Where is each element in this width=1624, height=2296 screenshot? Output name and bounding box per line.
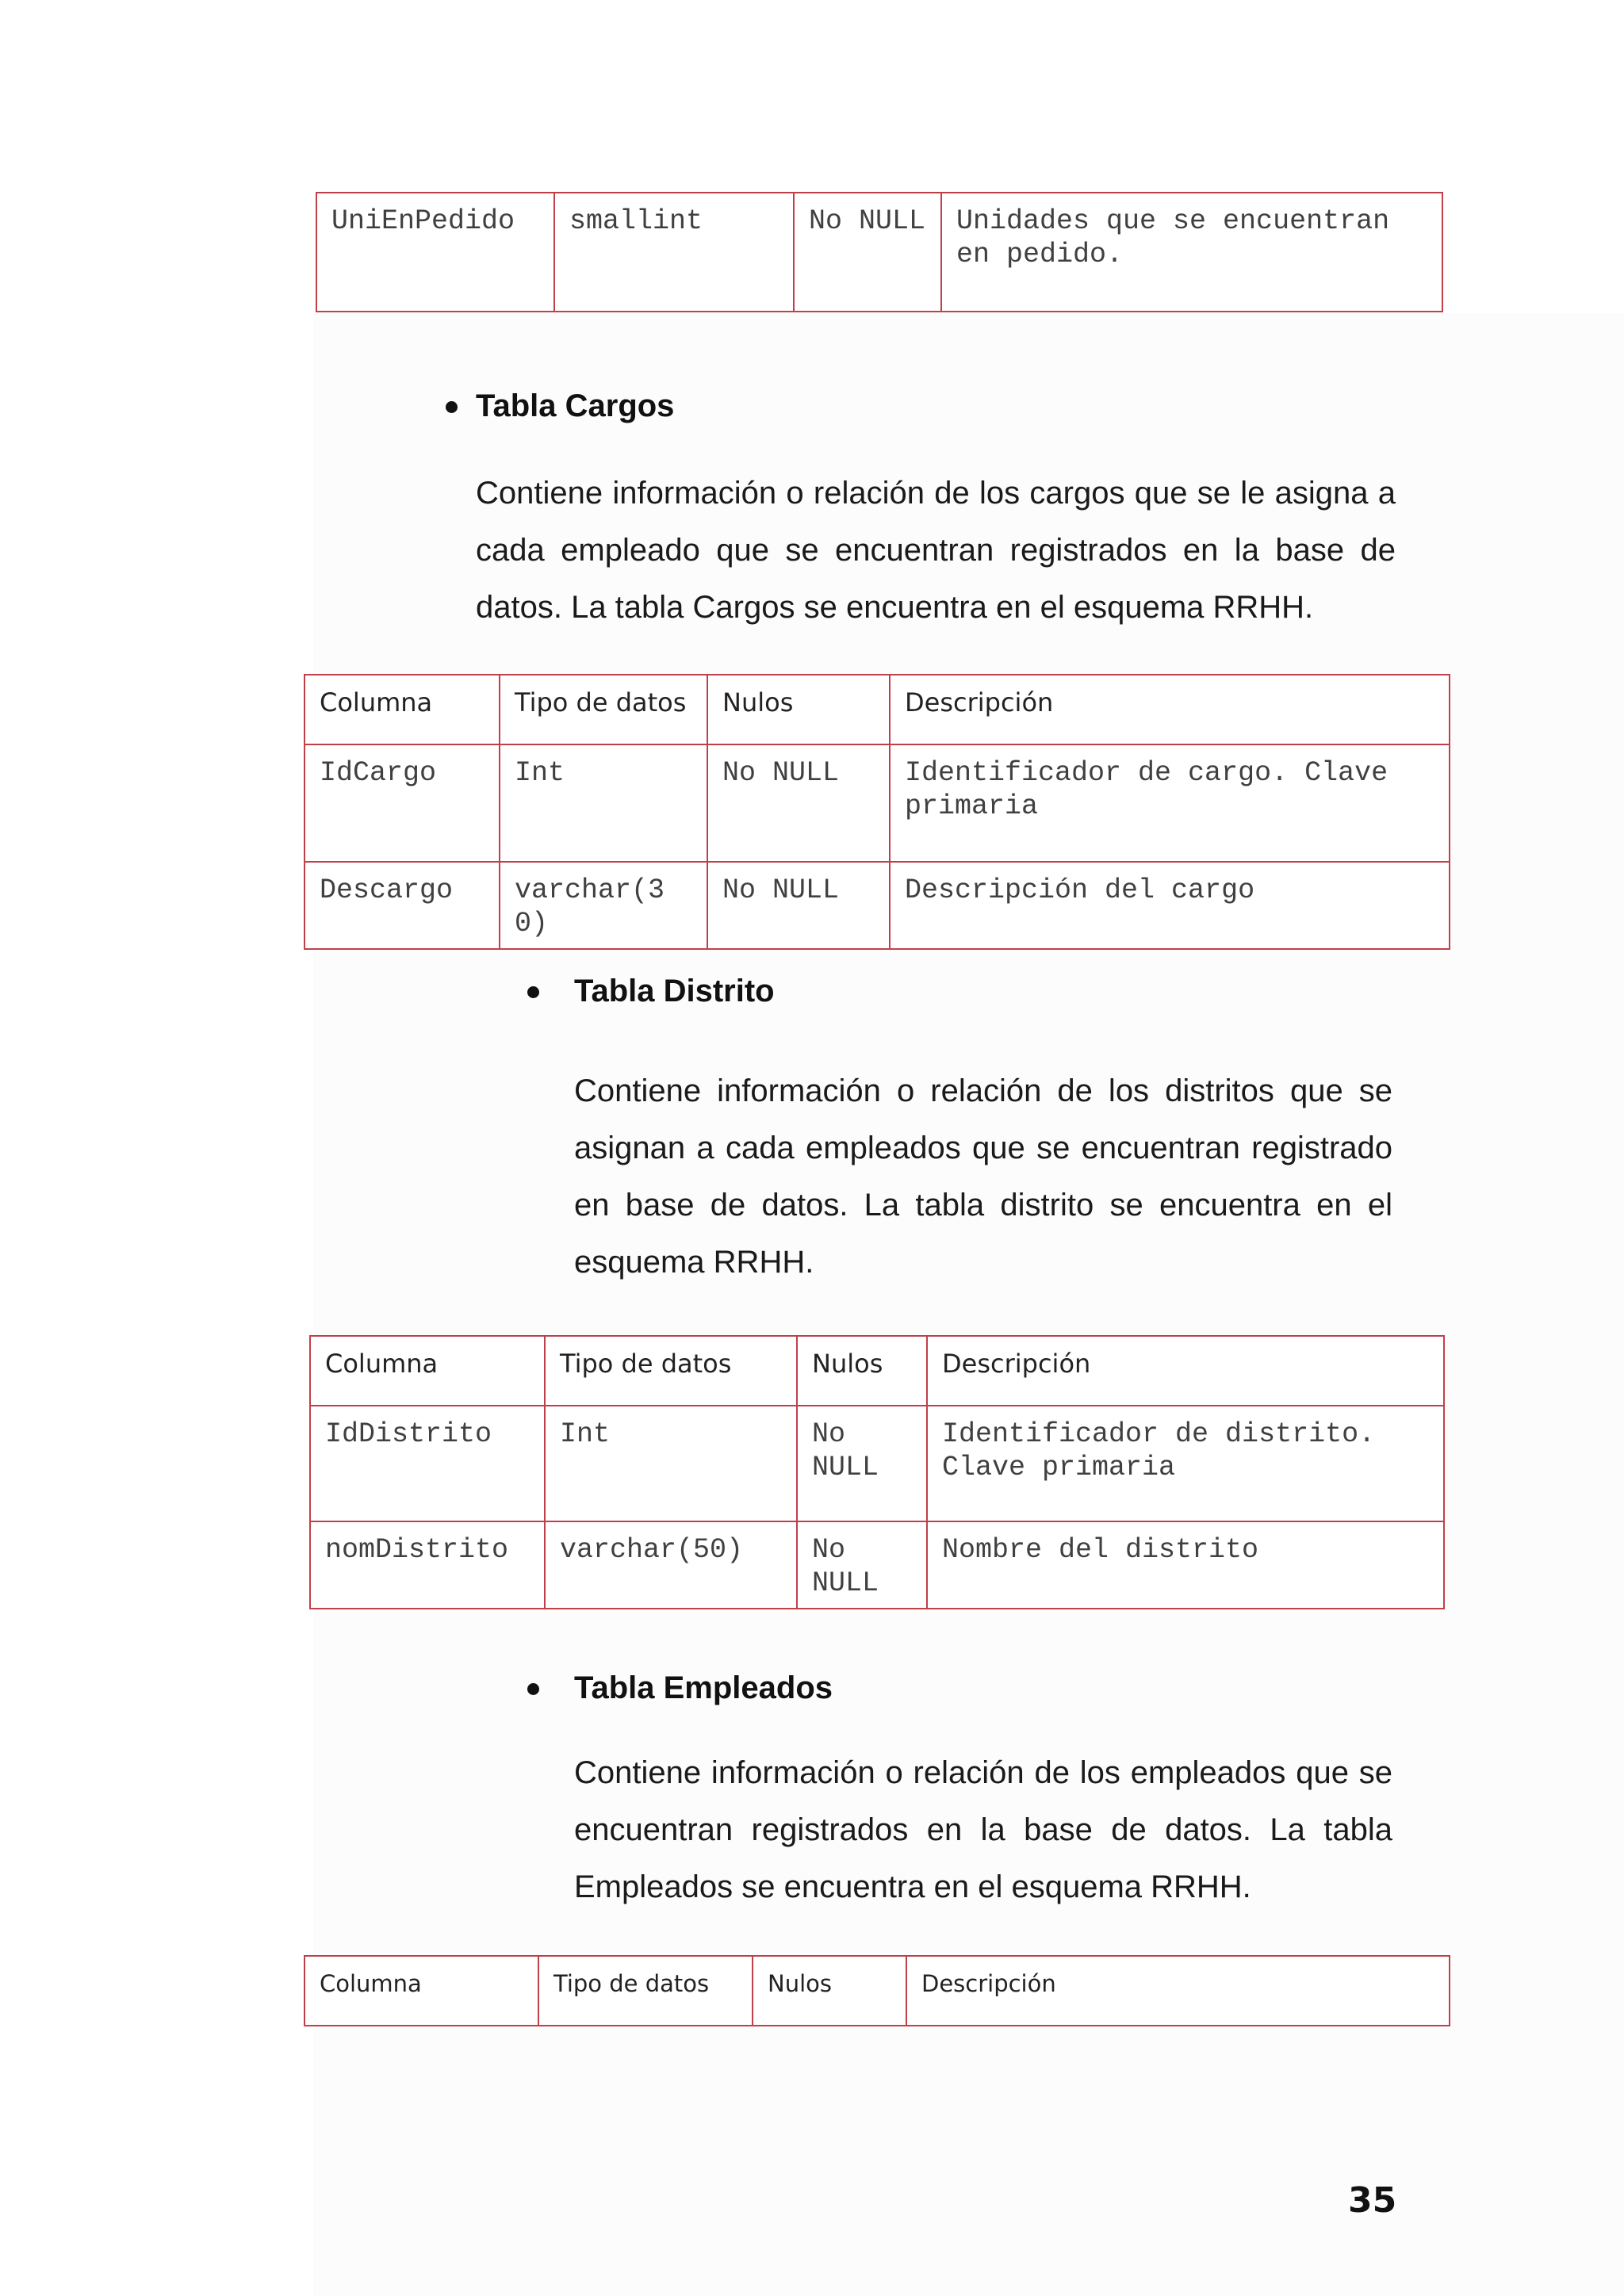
cell-column: nomDistrito xyxy=(310,1521,545,1609)
paragraph-distrito: Contiene información o relación de los distritos que se asignan a cada empleados que se encuentran registrado en base de datos. La tabla distrito se encuentra en el esquema RRHH. xyxy=(574,1073,1392,1280)
cell-nulls: No NULL xyxy=(797,1406,927,1521)
cell-description: Nombre del distrito xyxy=(927,1521,1444,1609)
header-nulos: Nulos xyxy=(753,1956,906,2026)
header-columna: Columna xyxy=(304,1956,538,2026)
table-header-row xyxy=(304,675,1450,744)
cell-type: smallint xyxy=(554,193,794,312)
table-header-row xyxy=(310,1336,1444,1406)
table-empleados xyxy=(304,1955,1450,2026)
header-tipo-datos: Tipo de datos xyxy=(500,675,707,744)
table-distrito xyxy=(309,1335,1445,1609)
section-heading-distrito: Tabla Distrito xyxy=(574,974,775,1008)
table-row xyxy=(304,862,1450,949)
section-heading-cargos: Tabla Cargos xyxy=(476,388,675,423)
cell-nulls: No NULL xyxy=(797,1521,927,1609)
cell-column: Descargo xyxy=(304,862,500,949)
cell-type: varchar(30) xyxy=(500,862,707,949)
cell-type: varchar(50) xyxy=(545,1521,797,1609)
cell-description: Identificador de cargo. Clave primaria xyxy=(890,744,1450,862)
section-heading-empleados: Tabla Empleados xyxy=(574,1670,833,1705)
table-row xyxy=(316,193,1442,312)
cell-nulls: No NULL xyxy=(707,744,890,862)
paragraph-empleados: Contiene información o relación de los empleados que se encuentran registrados en la base de datos. La tabla Empleados se encuentra en el esquema RRHH. xyxy=(574,1755,1392,1904)
header-descripcion: Descripción xyxy=(890,675,1450,744)
header-nulos: Nulos xyxy=(707,675,890,744)
header-columna: Columna xyxy=(304,675,500,744)
cell-nulls: No NULL xyxy=(794,193,941,312)
header-descripcion: Descripción xyxy=(927,1336,1444,1406)
cell-description: Unidades que se encuentran en pedido. xyxy=(941,193,1442,312)
table-row xyxy=(304,744,1450,862)
bullet-icon xyxy=(446,401,458,413)
header-tipo-datos: Tipo de datos xyxy=(545,1336,797,1406)
page-number: 35 xyxy=(1348,2180,1397,2221)
table-row xyxy=(310,1406,1444,1521)
cell-type: Int xyxy=(545,1406,797,1521)
cell-description: Descripción del cargo xyxy=(890,862,1450,949)
paragraph-cargos: Contiene información o relación de los cargos que se le asigna a cada empleado que se encuentran registrados en la base de datos. La tabla Cargos se encuentra en el esquema RRHH. xyxy=(476,476,1396,625)
cell-type: Int xyxy=(500,744,707,862)
table-header-row xyxy=(304,1956,1450,2026)
table-productos-continuation xyxy=(316,192,1443,312)
cell-column: UniEnPedido xyxy=(316,193,554,312)
header-descripcion: Descripción xyxy=(906,1956,1450,2026)
header-nulos: Nulos xyxy=(797,1336,927,1406)
bullet-icon xyxy=(527,986,539,998)
header-columna: Columna xyxy=(310,1336,545,1406)
cell-column: IdDistrito xyxy=(310,1406,545,1521)
cell-description: Identificador de distrito. Clave primaria xyxy=(927,1406,1444,1521)
header-tipo-datos: Tipo de datos xyxy=(538,1956,753,2026)
cell-nulls: No NULL xyxy=(707,862,890,949)
cell-column: IdCargo xyxy=(304,744,500,862)
table-row xyxy=(310,1521,1444,1609)
table-cargos xyxy=(304,674,1450,950)
bullet-icon xyxy=(527,1683,539,1695)
